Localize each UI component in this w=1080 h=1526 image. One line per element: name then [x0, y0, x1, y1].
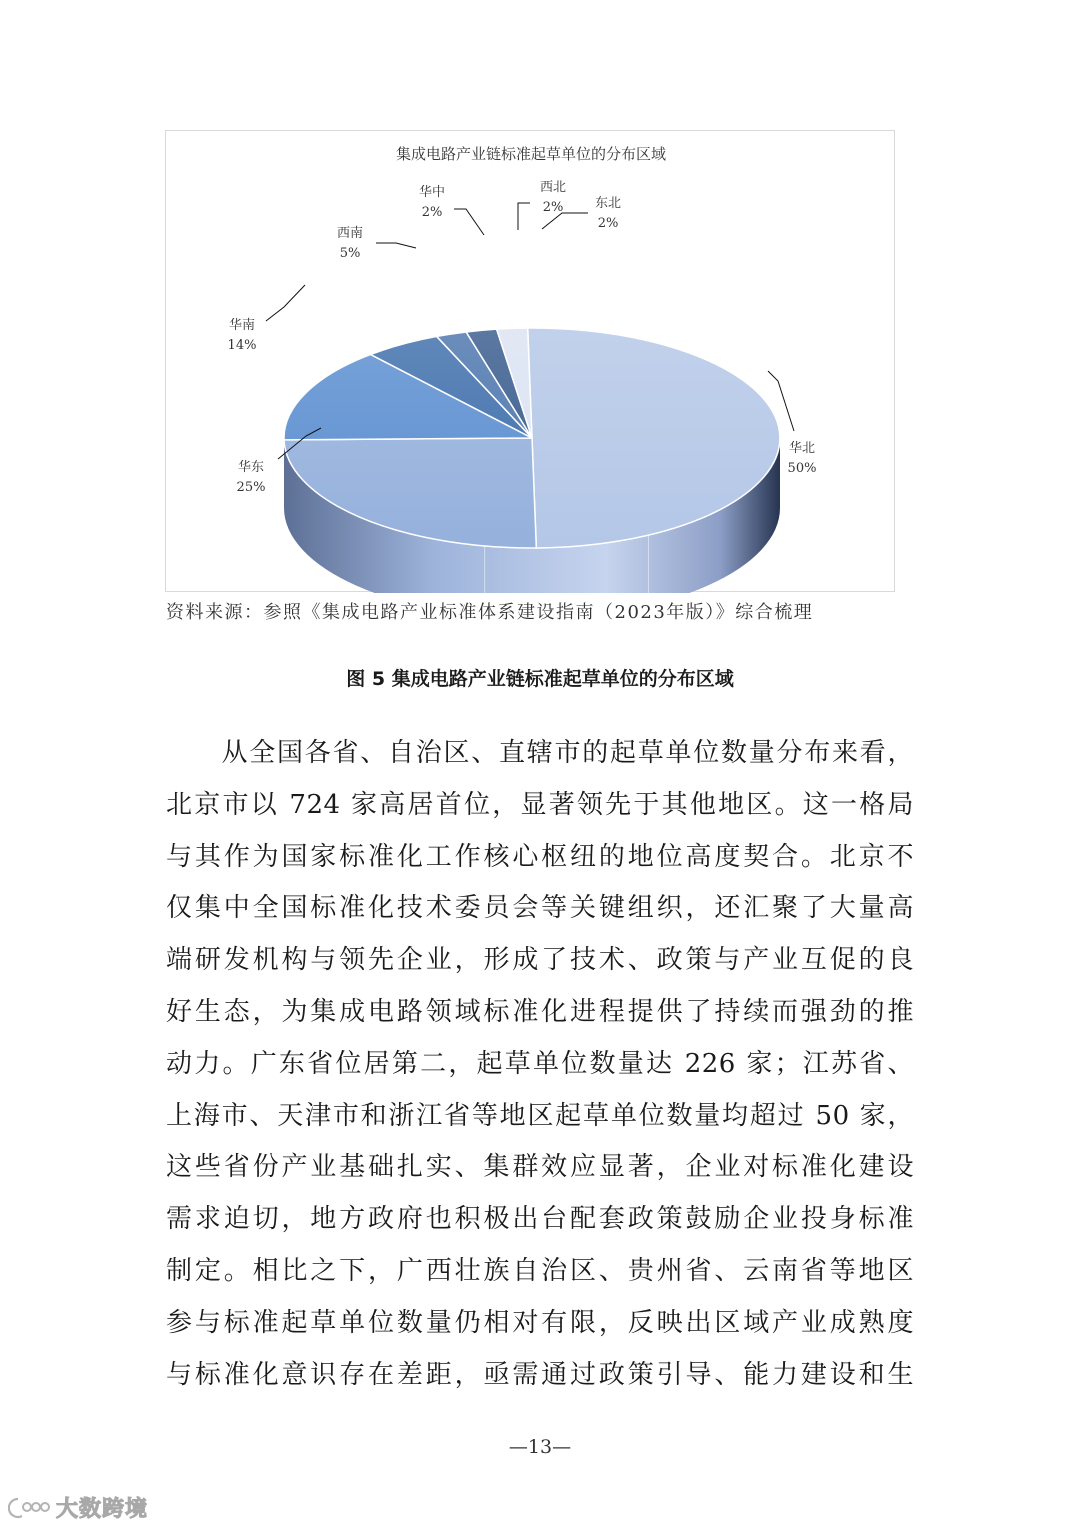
slice-value-label: 25%: [236, 480, 266, 495]
slice-value-label: 5%: [339, 246, 361, 261]
leader-line-6: [542, 213, 588, 229]
pie-top: [284, 328, 780, 548]
body-line: 这些省份产业基础扎实、集群效应显著，企业对标准化建设: [166, 1152, 914, 1183]
slice-name-label: 西北: [539, 180, 567, 195]
slice-value-label: 2%: [542, 200, 564, 215]
chart-title: 集成电路产业链标准起草单位的分布区域: [395, 145, 667, 163]
body-line: 制定。相比之下，广西壮族自治区、贵州省、云南省等地区: [166, 1255, 914, 1286]
body-line: 北京市以 724 家高居首位，显著领先于其他地区。这一格局: [166, 789, 914, 820]
body-line: 与标准化意识存在差距，亟需通过政策引导、能力建设和生: [166, 1359, 914, 1390]
body-line: 需求迫切，地方政府也积极出台配套政策鼓励企业投身标准: [166, 1204, 914, 1235]
body-line: 上海市、天津市和浙江省等地区起草单位数量均超过 50 家，: [166, 1100, 914, 1131]
figure-caption: 图 5 集成电路产业链标准起草单位的分布区域: [346, 668, 734, 690]
slice-value-label: 14%: [227, 338, 257, 353]
leader-line-2: [266, 285, 305, 321]
body-line: 端研发机构与领先企业，形成了技术、政策与产业互促的良: [166, 945, 914, 976]
slice-name-label: 华北: [788, 441, 816, 456]
body-paragraph: [166, 728, 914, 1401]
body-line: 好生态，为集成电路领域标准化进程提供了持续而强劲的推: [166, 996, 914, 1027]
slice-name-label: 东北: [594, 196, 622, 211]
body-line: 仅集中全国标准化技术委员会等关键组织，还汇聚了大量高: [166, 893, 914, 924]
slice-name-label: 华南: [228, 318, 256, 333]
source-note: 资料来源：参照《集成电路产业标准体系建设指南（2023年版）》综合梳理: [166, 602, 814, 623]
slice-value-label: 2%: [421, 205, 443, 220]
body-line: 参与标准起草单位数量仍相对有限，反映出区域产业成熟度: [166, 1307, 914, 1338]
pie-chart: [166, 131, 896, 593]
watermark-logo-icon: [8, 1495, 50, 1521]
body-line: 与其作为国家标准化工作核心枢纽的地位高度契合。北京不: [166, 841, 914, 872]
leader-line-4: [454, 209, 484, 235]
slice-name-label: 西南: [336, 226, 364, 241]
body-line: 动力。广东省位居第二，起草单位数量达 226 家；江苏省、: [166, 1048, 914, 1079]
page-number: —13—: [508, 1436, 572, 1458]
slice-name-label: 华东: [237, 460, 265, 475]
slice-value-label: 50%: [787, 461, 817, 476]
watermark: [8, 1492, 148, 1523]
pie-sheen: [284, 328, 780, 548]
leader-line-5: [518, 203, 530, 230]
watermark-text: 大数跨境: [56, 1497, 149, 1522]
leader-line-3: [376, 243, 416, 248]
chart-frame: [165, 130, 895, 592]
slice-name-label: 华中: [418, 185, 446, 200]
body-line: 从全国各省、自治区、直辖市的起草单位数量分布来看，: [166, 738, 914, 768]
slice-value-label: 2%: [597, 216, 619, 231]
